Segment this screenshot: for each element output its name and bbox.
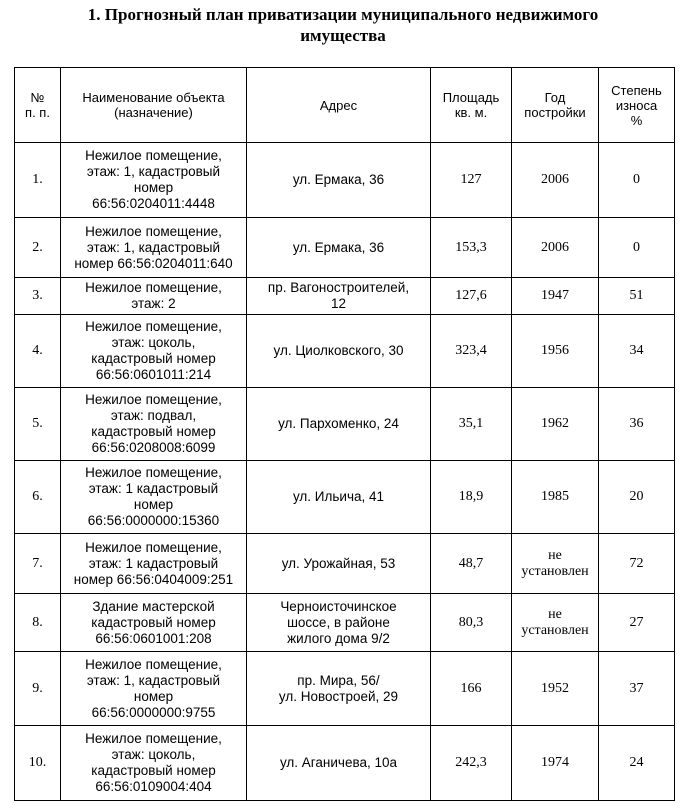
header-address	[247, 68, 431, 143]
table-row	[15, 534, 675, 594]
cell-year-built-line: не	[548, 606, 562, 622]
header-number-line-2: п. п.	[25, 105, 50, 120]
cell-object-name-line: Нежилое помещение,	[85, 465, 222, 480]
cell-year-built-line: 1962	[541, 416, 569, 431]
cell-area	[431, 388, 512, 461]
cell-year-built	[512, 534, 599, 594]
cell-object-name-line: кадастровый номер	[91, 424, 216, 439]
cell-number-text: 3.	[32, 288, 43, 303]
table-row	[15, 726, 675, 801]
cell-address-line: шоссе, в районе	[287, 614, 390, 630]
cell-object-name-line: номер 66:56:0204011:640	[74, 255, 233, 271]
cell-object-name-line: номер	[133, 688, 174, 704]
cell-object-name-line: кадастровый номер	[91, 614, 216, 630]
cell-address	[247, 534, 431, 594]
cell-object-name-line: кадастровый номер	[91, 351, 216, 366]
cell-address	[247, 315, 431, 388]
cell-object-name	[61, 388, 247, 461]
cell-object-name-line: Здание мастерской	[92, 598, 215, 614]
cell-number	[15, 594, 61, 652]
table-row	[15, 652, 675, 726]
cell-area-text: 127	[460, 172, 482, 187]
document-title	[0, 4, 686, 46]
cell-year-built-line: не	[548, 547, 562, 563]
cell-wear-text: 51	[629, 288, 644, 303]
cell-wear-text: 36	[629, 416, 644, 431]
cell-number	[15, 143, 61, 218]
cell-wear	[599, 534, 675, 594]
cell-number-text: 9.	[32, 680, 43, 696]
cell-object-name	[61, 652, 247, 726]
document-title-line-1: 1. Прогнозный план приватизации муниципального недвижимого	[87, 5, 599, 24]
cell-wear-text: 34	[629, 343, 644, 358]
cell-number	[15, 315, 61, 388]
cell-address-line: ул. Ермака, 36	[292, 239, 385, 255]
table-row	[15, 143, 675, 218]
cell-address	[247, 278, 431, 315]
header-object-name-line-1: Наименование объекта	[82, 90, 225, 105]
cell-number-text: 5.	[32, 416, 43, 431]
cell-year-built	[512, 143, 599, 218]
cell-object-name-line: 66:56:0000000:15360	[87, 513, 220, 528]
cell-number	[15, 534, 61, 594]
header-address-text: Адрес	[319, 97, 358, 113]
cell-address	[247, 726, 431, 801]
table-row	[15, 388, 675, 461]
table-body	[15, 143, 675, 801]
cell-area	[431, 534, 512, 594]
cell-year-built	[512, 218, 599, 278]
cell-area	[431, 278, 512, 315]
cell-object-name-line: Нежилое помещение,	[85, 280, 222, 295]
cell-object-name-line: 66:56:0208008:6099	[91, 440, 216, 455]
cell-wear-text: 24	[629, 755, 644, 770]
cell-object-name-line: номер	[133, 180, 174, 195]
cell-wear	[599, 218, 675, 278]
cell-address	[247, 652, 431, 726]
cell-object-name-line: этаж: 1, кадастровый	[86, 239, 221, 255]
cell-number-text: 7.	[32, 555, 43, 571]
cell-object-name-line: этаж: подвал,	[110, 408, 197, 423]
cell-address-line: ул. Новостроей, 29	[278, 688, 399, 704]
header-object-name-line-2: (назначение)	[114, 105, 193, 120]
cell-object-name-line: Нежилое помещение,	[85, 731, 222, 746]
privatization-plan-table	[14, 67, 675, 801]
cell-wear	[599, 726, 675, 801]
cell-number-text: 8.	[32, 614, 43, 630]
cell-object-name-line: этаж: 1, кадастровый	[86, 672, 221, 688]
cell-address	[247, 388, 431, 461]
header-number-line-1: №	[30, 90, 45, 105]
cell-object-name	[61, 461, 247, 534]
cell-object-name-line: 66:56:0109004:404	[95, 779, 212, 794]
header-area	[431, 68, 512, 143]
cell-year-built	[512, 461, 599, 534]
cell-area	[431, 726, 512, 801]
cell-area-text: 166	[460, 680, 482, 696]
cell-year-built	[512, 388, 599, 461]
cell-wear	[599, 143, 675, 218]
cell-area-text: 35,1	[458, 416, 484, 431]
cell-wear	[599, 388, 675, 461]
cell-address	[247, 143, 431, 218]
table-row	[15, 594, 675, 652]
cell-address-line: Черноисточинское	[280, 598, 397, 614]
cell-year-built-line: 1952	[541, 680, 569, 696]
cell-area	[431, 143, 512, 218]
cell-object-name	[61, 278, 247, 315]
cell-object-name-line: 66:56:0204011:4448	[92, 196, 215, 211]
cell-object-name-line: Нежилое помещение,	[85, 148, 222, 163]
cell-number	[15, 218, 61, 278]
header-object-name	[61, 68, 247, 143]
cell-address-line: ул. Пархоменко, 24	[278, 416, 399, 431]
cell-object-name-line: Нежилое помещение,	[85, 656, 222, 672]
cell-address	[247, 461, 431, 534]
cell-year-built-line: 1956	[541, 343, 569, 358]
cell-address-line: ул. Циолковского, 30	[273, 343, 404, 358]
cell-area-text: 48,7	[458, 555, 484, 571]
cell-year-built-line: 2006	[541, 239, 569, 255]
table-header-row	[15, 68, 675, 143]
cell-address-line: ул. Ермака, 36	[292, 172, 385, 187]
header-wear-line-2: износа	[615, 97, 658, 113]
header-year-built	[512, 68, 599, 143]
cell-object-name	[61, 315, 247, 388]
cell-object-name-line: этаж: цоколь,	[111, 335, 196, 350]
document-title-line-2: имущества	[300, 26, 386, 45]
cell-area-text: 242,3	[455, 755, 487, 770]
table-row	[15, 278, 675, 315]
header-area-line-1: Площадь	[442, 90, 500, 105]
cell-number	[15, 461, 61, 534]
cell-area-text: 323,4	[455, 343, 487, 358]
table-row	[15, 315, 675, 388]
cell-area	[431, 594, 512, 652]
cell-year-built-line: установлен	[521, 622, 589, 638]
cell-area	[431, 652, 512, 726]
cell-wear-text: 72	[629, 555, 644, 571]
cell-object-name-line: номер	[133, 497, 174, 512]
cell-year-built	[512, 278, 599, 315]
cell-year-built-line: установлен	[521, 563, 589, 579]
cell-area	[431, 218, 512, 278]
cell-number-text: 1.	[32, 172, 43, 187]
cell-object-name-line: этаж: 2	[131, 296, 176, 311]
cell-object-name-line: 66:56:0601001:208	[95, 630, 212, 646]
cell-year-built-line: 2006	[541, 172, 569, 187]
header-number	[15, 68, 61, 143]
cell-object-name-line: этаж: 1, кадастровый	[86, 164, 221, 179]
cell-wear	[599, 461, 675, 534]
cell-object-name-line: этаж: цоколь,	[111, 747, 196, 762]
cell-year-built-line: 1985	[541, 489, 569, 504]
header-wear-line-3: %	[630, 112, 643, 128]
cell-address-line: ул. Урожайная, 53	[281, 555, 396, 571]
cell-year-built	[512, 652, 599, 726]
cell-object-name	[61, 726, 247, 801]
cell-object-name	[61, 143, 247, 218]
cell-object-name-line: 66:56:0601011:214	[95, 367, 212, 382]
cell-object-name-line: 66:56:0000000:9755	[91, 704, 216, 720]
cell-wear-text: 0	[633, 239, 640, 255]
cell-object-name	[61, 594, 247, 652]
cell-year-built	[512, 315, 599, 388]
cell-wear	[599, 594, 675, 652]
cell-wear-text: 0	[633, 172, 640, 187]
cell-object-name	[61, 534, 247, 594]
cell-number	[15, 726, 61, 801]
cell-number	[15, 388, 61, 461]
cell-object-name-line: этаж: 1 кадастровый	[88, 555, 219, 571]
cell-area-text: 80,3	[458, 614, 484, 630]
cell-area	[431, 315, 512, 388]
cell-object-name-line: Нежилое помещение,	[85, 223, 222, 239]
table-row	[15, 461, 675, 534]
cell-address-line: пр. Мира, 56/	[297, 672, 380, 688]
cell-address	[247, 218, 431, 278]
cell-object-name-line: Нежилое помещение,	[85, 539, 222, 555]
cell-object-name-line: Нежилое помещение,	[85, 392, 222, 407]
cell-area	[431, 461, 512, 534]
cell-number-text: 6.	[32, 489, 43, 504]
cell-wear	[599, 278, 675, 315]
table-row	[15, 218, 675, 278]
cell-number	[15, 652, 61, 726]
cell-area-text: 18,9	[458, 489, 484, 504]
cell-object-name-line: Нежилое помещение,	[85, 319, 222, 334]
cell-area-text: 127,6	[455, 288, 487, 303]
header-year-line-2: постройки	[524, 105, 586, 120]
cell-address-line: жилого дома 9/2	[287, 630, 390, 646]
cell-year-built-line: 1974	[541, 755, 569, 770]
cell-wear	[599, 652, 675, 726]
header-area-line-2: кв. м.	[454, 105, 488, 120]
header-year-line-1: Год	[544, 90, 566, 105]
cell-object-name-line: кадастровый номер	[91, 763, 216, 778]
cell-address	[247, 594, 431, 652]
cell-object-name-line: номер 66:56:0404009:251	[73, 571, 234, 587]
cell-number-text: 10.	[28, 755, 47, 770]
cell-wear-text: 37	[629, 680, 644, 696]
cell-number-text: 2.	[32, 239, 43, 255]
cell-address-line: ул. Ильича, 41	[292, 489, 385, 504]
cell-number-text: 4.	[32, 343, 43, 358]
cell-object-name	[61, 218, 247, 278]
cell-wear-text: 20	[629, 489, 644, 504]
cell-address-line: пр. Вагоностроителей,	[267, 280, 410, 295]
header-wear-line-1: Степень	[611, 82, 662, 98]
cell-year-built	[512, 594, 599, 652]
header-wear	[599, 68, 675, 143]
cell-wear-text: 27	[629, 614, 644, 630]
cell-address-line: 12	[330, 296, 347, 311]
cell-year-built-line: 1947	[541, 288, 569, 303]
cell-area-text: 153,3	[455, 239, 487, 255]
cell-year-built	[512, 726, 599, 801]
cell-number	[15, 278, 61, 315]
cell-address-line: ул. Аганичева, 10а	[279, 755, 398, 770]
cell-object-name-line: этаж: 1 кадастровый	[88, 481, 219, 496]
cell-wear	[599, 315, 675, 388]
